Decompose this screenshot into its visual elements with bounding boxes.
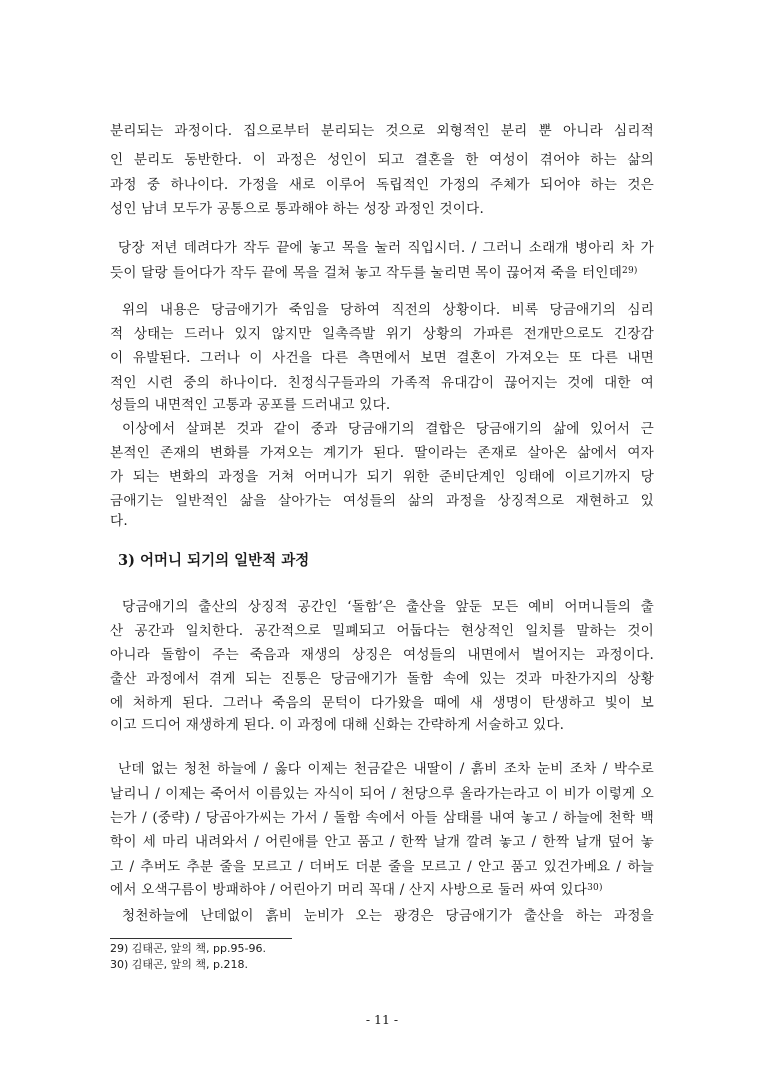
p4-line-2: 산 공간과 일치한다. 공간적으로 밀폐되고 어둡다는 현상적인 일치를 말하는 것이 [110, 623, 654, 639]
p3-line-2: 본적인 존재의 변화를 가져오는 계기가 된다. 딸이라는 존재로 살아온 삶에서 여자 [110, 445, 654, 461]
p4-line-3: 아니라 돌함이 주는 죽음과 재생의 상징은 여성들의 내면에서 벌어지는 과정이다. [110, 647, 654, 663]
p4-line-6: 이고 드디어 재생하게 된다. 이 과정에 대해 신화는 간략하게 서술하고 있다. [110, 717, 565, 733]
footnote-30: 30) 김태곤, 앞의 책, p.218. [110, 958, 248, 971]
quote1-line-2-text: 듯이 달랑 들어다가 작두 끝에 목을 걸쳐 놓고 작두를 눌리면 목이 끊어져 죽을 터인데 [110, 265, 623, 281]
p1-line-4: 성인 남녀 모두가 공통으로 통과해야 하는 성장 과정인 것이다. [110, 201, 484, 217]
footnote-29: 29) 김태곤, 앞의 책, pp.95-96. [110, 942, 266, 955]
p2-line-5: 성들의 내면적인 고통과 공포를 드러내고 있다. [110, 397, 391, 413]
quote2-line-3: 는가 / (중략) / 당곰아가씨는 가서 / 돌함 속에서 아들 삼태를 내여 놓고 / 하늘에 천학 백 [110, 810, 654, 826]
p1-line-3: 과정 중 하나이다. 가정을 새로 이루어 독립적인 가정의 주체가 되어야 하는 것은 [110, 177, 654, 193]
section-heading: 3) 어머니 되기의 일반적 과정 [118, 552, 310, 569]
p2-line-4: 적인 시련 중의 하나이다. 친정식구들과의 가족적 유대감이 끊어지는 것에 대한 여 [110, 375, 654, 391]
p4-line-5: 에 처하게 된다. 그러나 죽음의 문턱이 다가왔을 때에 새 생명이 탄생하고 빛이 보 [110, 695, 654, 711]
footnote-separator [110, 938, 292, 939]
p2-line-2: 적 상태는 드러나 있지 않지만 일촉즉발 위기 상황의 가파른 전개만으로도 긴장감 [110, 326, 654, 342]
p5-line-1: 청천하늘에 난데없이 흙비 눈비가 오는 광경은 당금애기가 출산을 하는 과정을 [122, 908, 654, 924]
quote2-line-6 [110, 880, 654, 902]
footnote-marker-30: 30) [587, 883, 603, 893]
footnote-marker-29: 29) [622, 266, 638, 276]
p4-line-1: 당금애기의 출산의 상징적 공간인 ‘돌함’은 출산을 앞둔 모든 예비 어머니들의 출 [122, 599, 654, 615]
p3-line-1: 이상에서 살펴본 것과 같이 중과 당금애기의 결합은 당금애기의 삶에 있어서 근 [122, 421, 654, 437]
page-number: - 11 - [365, 1012, 399, 1027]
p2-line-1: 위의 내용은 당금애기가 죽임을 당하여 직전의 상황이다. 비록 당금애기의 심리 [122, 302, 654, 318]
quote2-line-1: 난데 없는 청천 하늘에 / 옳다 이제는 천금같은 내딸이 / 흙비 조차 눈비 조차 / 박수로 [118, 761, 654, 777]
p2-line-3: 이 유발된다. 그러나 이 사건을 다른 측면에서 보면 결혼이 가져오는 또 다른 내면 [110, 350, 654, 366]
p3-line-5: 다. [110, 513, 128, 529]
p1-line-2: 인 분리도 동반한다. 이 과정은 성인이 되고 결혼을 한 여성이 겪어야 하는 삶의 [110, 152, 654, 168]
quote1-line-2 [110, 263, 654, 285]
p3-line-4: 금애기는 일반적인 삶을 살아가는 여성들의 삶의 과정을 상징적으로 재현하고 있 [110, 493, 654, 509]
quote2-line-6-text: 에서 오색구름이 방패하야 / 어린아기 머리 꼭대 / 산지 사방으로 둘러 싸여 있다 [110, 882, 588, 898]
p1-line-1: 분리되는 과정이다. 집으로부터 분리되는 것으로 외형적인 분리 뿐 아니라 심리적 [110, 123, 654, 139]
p3-line-3: 가 되는 변화의 과정을 거쳐 어머니가 되기 위한 준비단계인 잉태에 이르기까지 당 [110, 469, 654, 485]
quote1-line-1: 당장 저년 데려다가 작두 끝에 놓고 목을 눌러 직입시더. / 그러니 소래개 병아리 차 가 [118, 240, 654, 256]
quote2-line-4: 학이 세 마리 내려와서 / 어린애를 안고 품고 / 한짝 날개 깔려 놓고 / 한짝 날개 덮어 놓 [110, 834, 654, 850]
quote2-line-2: 날리니 / 이제는 죽어서 이름있는 자식이 되어 / 천당으루 올라가는라고 이 비가 이렇게 오 [110, 786, 654, 802]
p4-line-4: 출산 과정에서 겪게 되는 진통은 당금애기가 돌함 속에 있는 것과 마찬가지의 상황 [110, 671, 654, 687]
quote2-line-5: 고 / 추버도 추분 줄을 모르고 / 더버도 더분 줄을 모르고 / 안고 품고 있건가베요 / 하늘 [110, 859, 654, 875]
